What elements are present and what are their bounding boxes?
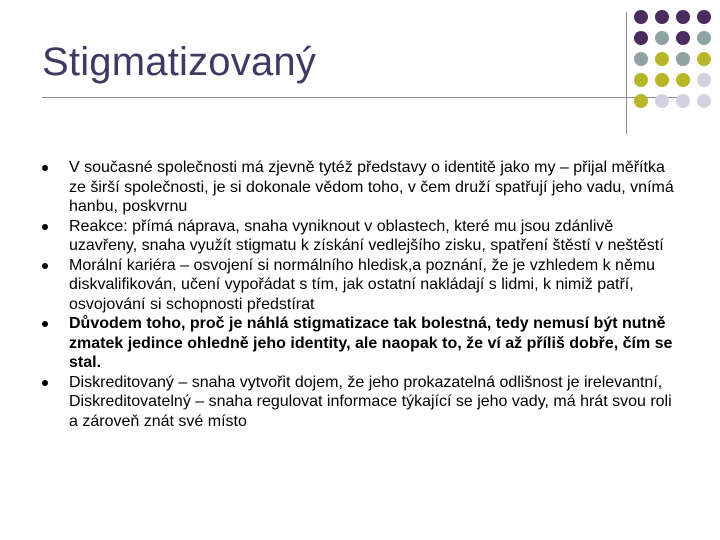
- horizontal-divider: [42, 97, 682, 98]
- decorative-dot: [676, 10, 690, 24]
- bullet-dot-icon: [42, 224, 48, 230]
- decorative-dot: [676, 52, 690, 66]
- decorative-dot: [676, 73, 690, 87]
- decorative-dot: [634, 10, 648, 24]
- decorative-dot: [655, 73, 669, 87]
- bullet-list: [42, 158, 682, 431]
- bullet-text: Morální kariéra – osvojení si normálního hledisk,a poznání, že je vzhledem k němu diskvalifikován, učení vypořádat s tím, jak ostatní nakládají s lidmi, k nimiž patří, osvojování si schopnosti předstírat: [69, 256, 656, 313]
- bullet-item: [42, 158, 682, 217]
- bullet-dot-icon: [42, 321, 48, 327]
- decorative-dot: [634, 73, 648, 87]
- decorative-dot: [655, 52, 669, 66]
- decorative-dot: [697, 31, 711, 45]
- bullet-item: [42, 373, 682, 432]
- bullet-dot-icon: [42, 165, 48, 171]
- slide-title: Stigmatizovaný: [42, 40, 317, 84]
- decorative-dot: [676, 31, 690, 45]
- bullet-item: [42, 217, 682, 256]
- decorative-dot: [655, 31, 669, 45]
- decorative-dot: [697, 94, 711, 108]
- decorative-dot: [634, 52, 648, 66]
- decorative-dot: [655, 10, 669, 24]
- bullet-text: Reakce: přímá náprava, snaha vyniknout v oblastech, které mu jsou zdánlivě uzavřeny, snaha využít stigmatu k získání vedlejšího zisku, spatření štěstí v neštěstí: [69, 217, 664, 254]
- decorative-dot: [697, 52, 711, 66]
- decorative-dot: [697, 73, 711, 87]
- bullet-item: [42, 256, 682, 315]
- decorative-dot: [634, 31, 648, 45]
- bullet-text: Důvodem toho, proč je náhlá stigmatizace tak bolestná, tedy nemusí být nutně zmatek jedince ohledně jeho identity, ale naopak to, že ví až příliš dobře, čím se stal.: [69, 315, 673, 371]
- decorative-dot: [697, 10, 711, 24]
- bullet-text: Diskreditovaný – snaha vytvořit dojem, že jeho prokazatelná odlišnost je irelevantní, Diskreditovatelný – snaha regulovat informace týkající se jeho vady, má hrát svou roli a zároveň znát své místo: [69, 373, 672, 430]
- bullet-text: V současné společnosti má zjevně tytéž představy o identitě jako my – přijal měřítka ze širší společnosti, je si dokonale vědom toho, v čem druží spatřují jeho vadu, vnímá hanbu, poskvrnu: [69, 159, 674, 215]
- bullet-dot-icon: [42, 263, 48, 269]
- bullet-dot-icon: [42, 380, 48, 386]
- bullet-item: [42, 314, 682, 373]
- vertical-divider: [626, 12, 627, 134]
